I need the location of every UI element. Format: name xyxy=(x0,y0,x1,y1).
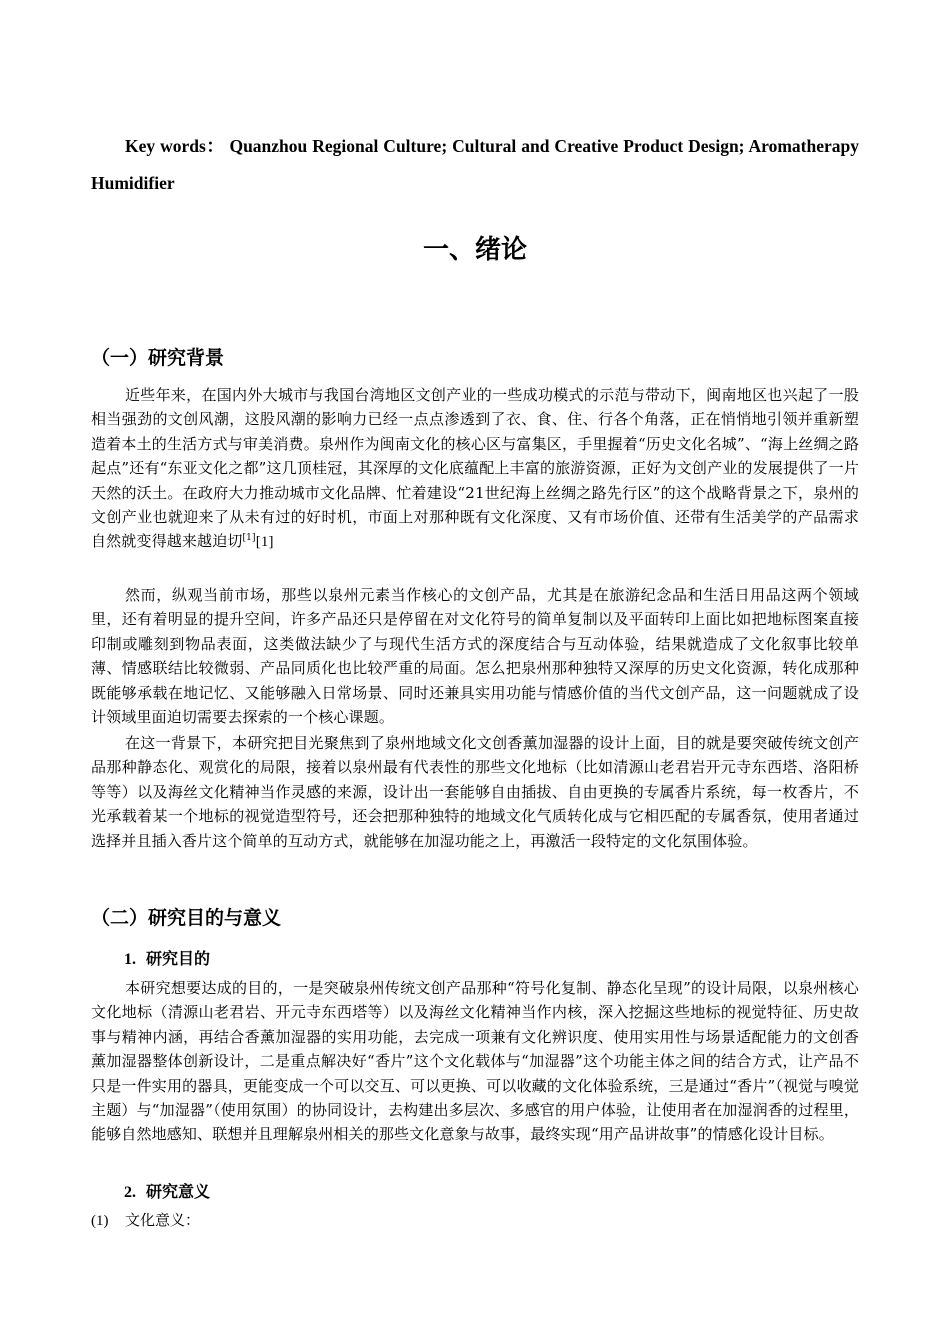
sub-heading-purpose xyxy=(124,946,210,973)
list-marker: (1) xyxy=(91,1213,109,1229)
keywords-label: Key words： xyxy=(125,136,225,156)
sub-heading-title: 研究意义 xyxy=(146,1182,211,1201)
section-heading-purpose: （二）研究目的与意义 xyxy=(91,907,282,929)
keywords-line xyxy=(91,128,859,202)
chapter-title: 一、绪论 xyxy=(422,235,527,265)
sub-heading-significance xyxy=(124,1179,210,1206)
paragraph-background-3: 在这一背景下，本研究把目光聚焦到了泉州地域文化文创香薰加湿器的设计上面，目的就是要突破传统文创产品那种静态化、观赏化的局限，接着以泉州最有代表性的那些文化地标（比如清源山老君岩开元寺东西塔、洛阳桥等等）以及海丝文化精神当作灵感的来源，设计出一套能够自由插拔、自由更换的专属香片系统，每一枚香片，不光承载着某一个地标的视觉造型符号，还会把那种独特的地域文化气质转化成与它相匹配的专属香氛，使用者通过选择并且插入香片这个简单的互动方式，就能够在加湿功能之上，再激活一段特定的文化氛围体验。 xyxy=(91,734,859,850)
citation-reference: [1] xyxy=(255,534,274,551)
sub-heading-number: 1. xyxy=(124,951,136,968)
list-item-cultural-significance xyxy=(91,1208,200,1233)
sub-heading-title: 研究目的 xyxy=(146,949,211,968)
section-heading-background: （一）研究背景 xyxy=(91,347,225,369)
sub-heading-number: 2. xyxy=(124,1184,136,1201)
paragraph-background-2: 然而，纵观当前市场，那些以泉州元素当作核心的文创产品，尤其是在旅游纪念品和生活日用品这两个领域里，还有着明显的提升空间，许多产品还只是停留在对文化符号的简单复制以及平面转印上面比如把地标图案直接印制或雕刻到物品表面，这类做法缺少了与现代生活方式的深度结合与互动体验，结果就造成了文化叙事比较单薄、情感联结比较微弱、产品同质化也比较严重的局面。怎么把泉州那种独特又深厚的历史文化资源，转化成那种既能够承载在地记忆、又能够融入日常场景、同时还兼具实用功能与情感价值的当代文创产品，这一问题就成了设计领域里面迫切需要去探索的一个核心课题。 xyxy=(91,586,859,727)
paragraph-purpose: 本研究想要达成的目的，一是突破泉州传统文创产品那种“符号化复制、静态化呈现”的设计局限，以泉州核心文化地标（清源山老君岩、开元寺东西塔等）以及海丝文化精神当作内核，深入挖掘这些地标的视觉特征、历史故事与精神内涵，再结合香薰加湿器的实用功能，去完成一项兼有文化辨识度、使用实用性与场景适配能力的文创香薰加湿器整体创新设计，二是重点解决好“香片”这个文化载体与“加湿器”这个功能主体之间的结合方式，让产品不只是一件实用的器具，更能变成一个可以交互、可以更换、可以收藏的文化体验系统，三是通过“香片”（视觉与嗅觉主题）与“加湿器”（使用氛围）的协同设计，去构建出多层次、多感官的用户体验，让使用者在加湿润香的过程里，能够自然地感知、联想并且理解泉州相关的那些文化意象与故事，最终实现“用产品讲故事”的情感化设计目标。 xyxy=(91,979,859,1144)
paragraph-background-1 xyxy=(91,383,859,555)
citation-superscript: [1] xyxy=(242,533,256,544)
paragraph-text: 近些年来，在国内外大城市与我国台湾地区文创产业的一些成功模式的示范与带动下，闽南地区也兴起了一股相当强劲的文创风潮，这股风潮的影响力已经一点点渗透到了衣、食、住、行各个角落，正在悄悄地引领并重新塑造着本土的生活方式与审美消费。泉州作为闽南文化的核心区与富集区，手里握着“历史文化名城”、“海上丝绸之路起点”还有“东亚文化之都”这几顶桂冠，其深厚的文化底蕴配上丰富的旅游资源，正好为文创产业的发展提供了一片天然的沃土。在政府大力推动城市文化品牌、忙着建设“21世纪海上丝绸之路先行区”的这个战略背景之下，泉州的文创产业也就迎来了从未有过的好时机，市面上对那种既有文化深度、又有市场价值、还带有生活美学的产品需求自然就变得越来越迫切 xyxy=(91,386,859,551)
keywords-text: Quanzhou Regional Culture; Cultural and Creative Product Design; Aromatherapy Humidifier xyxy=(91,136,860,193)
list-item-text: 文化意义： xyxy=(125,1211,201,1229)
